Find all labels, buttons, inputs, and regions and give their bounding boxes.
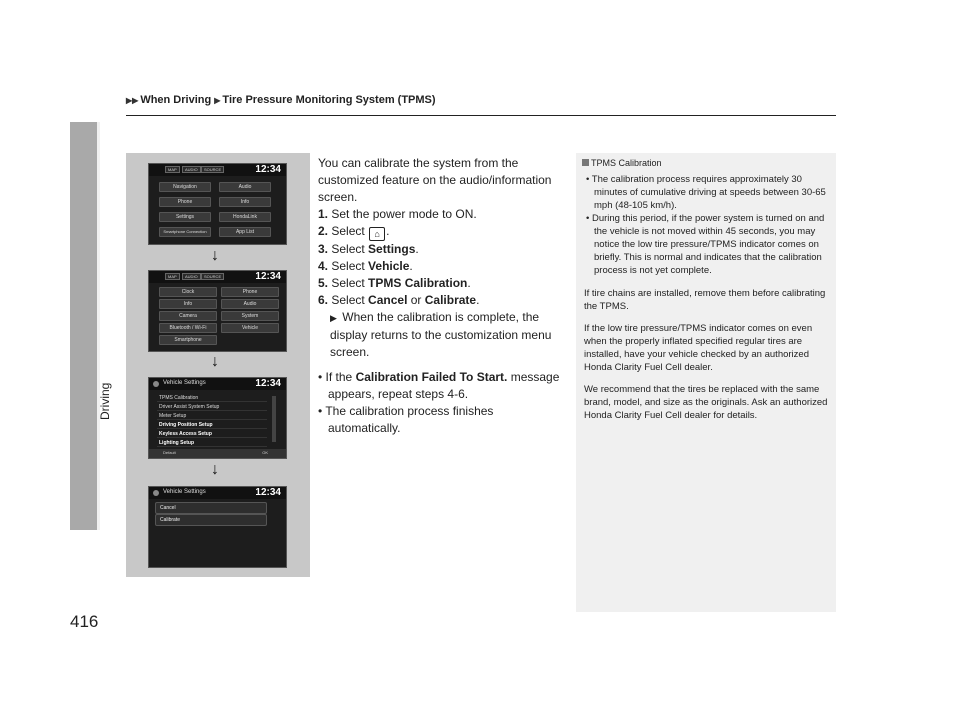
scrollbar[interactable] xyxy=(272,396,276,442)
settings-tile[interactable]: Settings xyxy=(159,212,211,222)
info-paragraph: If tire chains are installed, remove them before calibrating the TPMS. xyxy=(584,288,826,312)
step-text: Set the power mode to ON. xyxy=(331,207,477,221)
map-button[interactable]: MAP xyxy=(165,166,180,173)
calibration-screen xyxy=(148,486,287,568)
cancel-button[interactable]: Cancel xyxy=(155,502,267,514)
step-3 xyxy=(318,241,568,258)
info-title xyxy=(582,158,662,168)
lighting-setup-item[interactable]: Lighting Setup xyxy=(157,439,267,447)
step-text: Select xyxy=(331,276,369,290)
audio-button[interactable]: AUDIO xyxy=(182,273,201,280)
keyless-access-item[interactable]: Keyless Access Setup xyxy=(157,430,267,438)
map-button[interactable]: MAP xyxy=(165,273,180,280)
phone-button[interactable]: Phone xyxy=(221,287,279,297)
instructions xyxy=(318,155,568,437)
step-text: Select xyxy=(331,293,369,307)
source-button[interactable]: SOURCE xyxy=(201,273,224,280)
chapter-label: Driving xyxy=(98,382,112,420)
ok-button[interactable]: OK xyxy=(262,450,268,455)
screen-title: Vehicle Settings xyxy=(163,489,206,495)
vehicle-settings-screen xyxy=(148,377,287,459)
step-result xyxy=(318,309,568,361)
calibrate-button[interactable]: Calibrate xyxy=(155,514,267,526)
triangle-icon: ▶▶ xyxy=(126,96,139,105)
smartphone-button[interactable]: Smartphone xyxy=(159,335,217,345)
screens-panel xyxy=(126,153,310,577)
system-button[interactable]: System xyxy=(221,311,279,321)
note-text: The calibration process finishes automatically. xyxy=(325,404,494,435)
screen-bottombar xyxy=(149,449,286,458)
camera-button[interactable]: Camera xyxy=(159,311,217,321)
step-text-end: . xyxy=(415,242,419,256)
note-item: • If the Calibration Failed To Start. message appears, repeat steps 4-6. xyxy=(318,370,560,401)
driver-assist-item[interactable]: Driver Assist System Setup xyxy=(157,403,267,411)
chapter-tab-edge xyxy=(97,122,100,530)
step-number: 5. xyxy=(318,276,329,290)
step-number: 6. xyxy=(318,293,329,307)
info-paragraph: If the low tire pressure/TPMS indicator comes on even when the properly inflated specified regular tires are installed, have your vehicle checked by an authorized Honda Clarity Fuel Cell dealer. xyxy=(584,323,813,373)
screen-title: Vehicle Settings xyxy=(163,380,206,386)
step-text: Select xyxy=(331,242,369,256)
triangle-icon: ▶ xyxy=(330,313,337,323)
navigation-button[interactable]: Navigation xyxy=(159,182,211,192)
note-text: If the xyxy=(325,370,356,384)
note-item: • The calibration process finishes automatically. xyxy=(318,404,494,435)
step-text-end: . xyxy=(467,276,471,290)
step-keyword: TPMS Calibration xyxy=(368,276,468,290)
step-keyword: Settings xyxy=(368,242,416,256)
breadcrumb-tpms[interactable]: Tire Pressure Monitoring System (TPMS) xyxy=(222,94,436,106)
step-2: 2. Select ⌂ . xyxy=(318,224,390,239)
screen-topbar xyxy=(149,164,286,176)
info-title-text: TPMS Calibration xyxy=(591,158,662,168)
clock: 12:34 xyxy=(255,487,281,498)
clock: 12:34 xyxy=(255,378,281,389)
step-1 xyxy=(318,206,568,223)
smartphone-connection-tile[interactable]: Smartphone Connection xyxy=(159,227,211,237)
info-box xyxy=(576,153,836,612)
step-text: Select xyxy=(331,259,369,273)
vehicle-button[interactable]: Vehicle xyxy=(221,323,279,333)
clock: 12:34 xyxy=(255,271,281,282)
default-button[interactable]: Default xyxy=(163,450,176,455)
step-text-mid: or xyxy=(407,293,425,307)
source-button[interactable]: SOURCE xyxy=(201,166,224,173)
settings-screen xyxy=(148,270,287,352)
arrow-down-icon: ↓ xyxy=(211,247,219,264)
step-text: Select xyxy=(331,224,365,238)
settings-icon xyxy=(153,381,159,387)
breadcrumb-when-driving[interactable]: When Driving xyxy=(140,94,212,106)
note-text-end: message appears, repeat steps 4-6. xyxy=(328,370,560,401)
clock-button[interactable]: Clock xyxy=(159,287,217,297)
bluetooth-wifi-button[interactable]: Bluetooth / Wi-Fi xyxy=(159,323,217,333)
chapter-tab xyxy=(70,122,97,530)
info-bullet-text: The calibration process requires approximately 30 minutes of cumulative driving at speeds between 30-65 mph (48-105 km/h). xyxy=(591,174,826,211)
step-text-end: . xyxy=(409,259,413,273)
page-number: 416 xyxy=(70,612,99,631)
app-list-tile[interactable]: App List xyxy=(219,227,271,237)
hondalink-tile[interactable]: HondaLink xyxy=(219,212,271,222)
step-5 xyxy=(318,275,568,292)
audio-button[interactable]: AUDIO xyxy=(182,166,201,173)
arrow-down-icon: ↓ xyxy=(211,461,219,478)
home-icon: ⌂ xyxy=(369,227,385,241)
screen-topbar xyxy=(149,271,286,283)
notes-list xyxy=(318,369,568,437)
step-keyword: Vehicle xyxy=(368,259,410,273)
step-number: 3. xyxy=(318,242,329,256)
info-bullet: • The calibration process requires approximately 30 minutes of cumulative driving at speeds between 30-65 mph (48-105 km/h). xyxy=(586,174,826,211)
step-4 xyxy=(318,258,568,275)
step-number: 2. xyxy=(318,224,329,238)
step-number: 1. xyxy=(318,207,329,221)
phone-tile[interactable]: Phone xyxy=(159,197,211,207)
step-result-text: When the calibration is complete, the display returns to the customization menu screen. xyxy=(330,310,552,359)
screen-topbar xyxy=(149,378,286,390)
header-rule xyxy=(126,115,836,116)
step-number: 4. xyxy=(318,259,329,273)
step-6 xyxy=(318,292,568,309)
info-tile[interactable]: Info xyxy=(219,197,271,207)
step-keyword: Cancel xyxy=(368,293,408,307)
triangle-icon: ▶ xyxy=(214,96,221,105)
breadcrumb xyxy=(126,94,436,106)
arrow-down-icon: ↓ xyxy=(211,353,219,370)
info-body xyxy=(584,173,832,422)
note-keyword: Calibration Failed To Start. xyxy=(355,370,508,384)
step-text-end: . xyxy=(476,293,480,307)
info-bullet-text: During this period, if the power system is turned on and the vehicle is not moved within 45 seconds, you may notice the low tire pressure/TPMS indicator comes on briefly. This is normal and indicates that the calibration process is not yet complete. xyxy=(591,213,825,276)
info-button[interactable]: Info xyxy=(159,299,217,309)
settings-icon xyxy=(153,490,159,496)
driving-position-item[interactable]: Driving Position Setup xyxy=(157,421,267,429)
step-keyword: Calibrate xyxy=(424,293,477,307)
clock: 12:34 xyxy=(255,164,281,175)
audio-tile[interactable]: Audio xyxy=(219,182,271,192)
info-paragraph: We recommend that the tires be replaced with the same brand, model, and size as the originals. Ask an authorized Honda Clarity Fuel Cell dealer for details. xyxy=(584,384,828,421)
note-icon xyxy=(582,159,589,166)
home-screen xyxy=(148,163,287,245)
screen-topbar xyxy=(149,487,286,499)
meter-setup-item[interactable]: Meter Setup xyxy=(157,412,267,420)
audio-settings-button[interactable]: Audio xyxy=(221,299,279,309)
intro-text: You can calibrate the system from the customized feature on the audio/information screen. xyxy=(318,156,552,204)
tpms-calibration-item[interactable]: TPMS Calibration xyxy=(157,394,267,402)
info-bullet: • During this period, if the power system is turned on and the vehicle is not moved within 45 seconds, you may notice the low tire pressure/TPMS indicator comes on briefly. This is normal and indicates that the calibration process is not yet complete. xyxy=(586,213,825,276)
